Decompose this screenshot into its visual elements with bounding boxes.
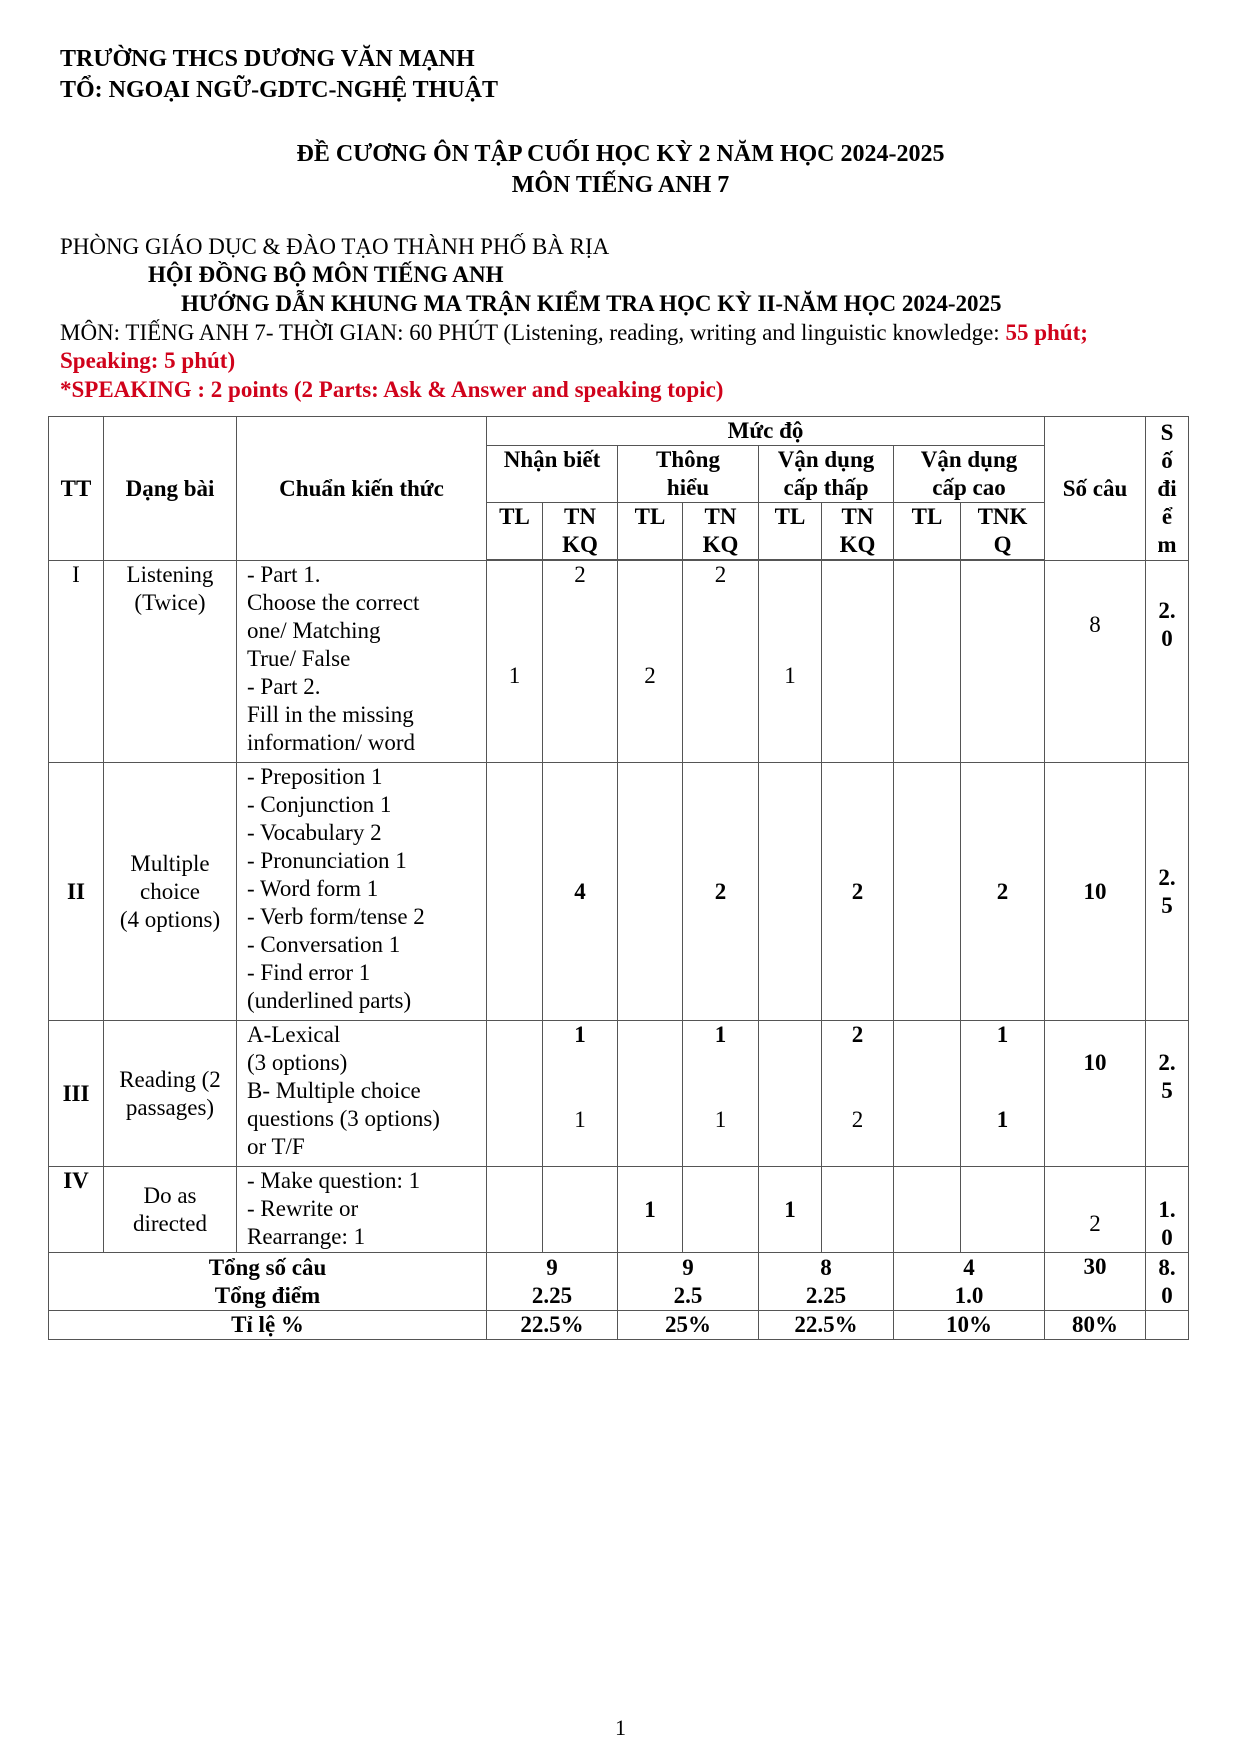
row-tt: II [49, 763, 104, 1021]
ratio-vdc: 10% [894, 1311, 1045, 1340]
row-chuan: - Make question: 1 - Rewrite or Rearrange: 1 [237, 1167, 487, 1253]
cell-th-tnkq: 2 [683, 763, 759, 1021]
totals-diem: 8. 0 [1146, 1253, 1189, 1311]
totals-label: Tổng số câu Tổng điểm [49, 1253, 487, 1311]
cell-vdt-tnkq [822, 1167, 894, 1253]
table-row [49, 561, 1189, 763]
totals-vdc: 4 1.0 [894, 1253, 1045, 1311]
cell-vdc-tnkq: 1 1 [961, 1021, 1045, 1167]
table-row [49, 1167, 1189, 1253]
row-tt: I [49, 561, 104, 763]
header-row-1 [49, 417, 1189, 446]
header-nb-tl: TL [487, 503, 543, 560]
header-th-tnkq: TN KQ [683, 503, 759, 560]
row-dang-bai: Listening (Twice) [104, 561, 237, 763]
table-row [49, 763, 1189, 1021]
cell-vdt-tl [759, 1021, 822, 1167]
header-van-dung-thap: Vận dụng cấp thấp [759, 446, 894, 503]
cell-th-tnkq: 2 [683, 561, 759, 763]
row-tt: III [49, 1021, 104, 1167]
cell-so-cau: 10 [1045, 763, 1146, 1021]
header-tt: TT [49, 417, 104, 561]
header-muc-do: Mức độ [487, 417, 1045, 446]
cell-nb-tnkq: 4 [543, 763, 618, 1021]
subject-text: MÔN: TIẾNG ANH 7- THỜI GIAN: 60 PHÚT (Listening, reading, writing and linguistic knowledge: [60, 320, 1006, 345]
cell-vdc-tl [894, 561, 961, 763]
totals-so-cau: 30 [1045, 1253, 1146, 1311]
ratio-nb: 22.5% [487, 1311, 618, 1340]
header-nhan-biet: Nhận biết [487, 446, 618, 503]
cell-vdc-tnkq [961, 1167, 1045, 1253]
cell-nb-tnkq: 2 [543, 561, 618, 763]
school-name: TRƯỜNG THCS DƯƠNG VĂN MẠNH [60, 46, 475, 72]
exam-matrix-table [48, 416, 1189, 1340]
header-so-cau: Số câu [1045, 417, 1146, 561]
cell-th-tnkq: 1 1 [683, 1021, 759, 1167]
cell-nb-tl [487, 763, 543, 1021]
totals-th: 9 2.5 [618, 1253, 759, 1311]
cell-diem: 2. 5 [1146, 1021, 1189, 1167]
cell-diem: 2. 5 [1146, 763, 1189, 1021]
row-chuan: - Part 1. Choose the correct one/ Matching True/ False - Part 2. Fill in the missing information/ word [237, 561, 487, 763]
ratio-so-cau: 80% [1045, 1311, 1146, 1340]
subject-time-red: 55 phút; [1005, 320, 1088, 345]
guide-line: HƯỚNG DẪN KHUNG MA TRẬN KIỂM TRA HỌC KỲ II-NĂM HỌC 2024-2025 [181, 291, 1002, 316]
cell-vdc-tnkq: 2 [961, 763, 1045, 1021]
ratio-th: 25% [618, 1311, 759, 1340]
cell-nb-tnkq: 1 1 [543, 1021, 618, 1167]
cell-vdc-tl [894, 1021, 961, 1167]
row-tt: IV [49, 1167, 104, 1253]
header-vdc-tl: TL [894, 503, 961, 560]
cell-vdc-tl [894, 763, 961, 1021]
row-chuan: - Preposition 1 - Conjunction 1 - Vocabulary 2 - Pronunciation 1 - Word form 1 - Verb form/tense 2 - Conversation 1 - Find error 1 (underlined parts) [237, 763, 487, 1021]
header-nb-tnkq: TN KQ [543, 503, 618, 560]
speaking-note-line: *SPEAKING : 2 points (2 Parts: Ask & Answer and speaking topic) [60, 377, 724, 402]
cell-vdt-tnkq: 2 [822, 763, 894, 1021]
cell-th-tl [618, 763, 683, 1021]
table-row [49, 1021, 1189, 1167]
row-dang-bai: Do as directed [104, 1167, 237, 1253]
subject-line [60, 319, 1088, 347]
cell-th-tnkq [683, 1167, 759, 1253]
header-van-dung-cao: Vận dụng cấp cao [894, 446, 1045, 503]
cell-so-cau: 10 [1045, 1021, 1146, 1167]
document-title: ĐỀ CƯƠNG ÔN TẬP CUỐI HỌC KỲ 2 NĂM HỌC 2024-2025 [296, 141, 945, 167]
group-name: TỔ: NGOẠI NGỮ-GDTC-NGHỆ THUẬT [60, 77, 499, 103]
cell-nb-tl: 1 [487, 561, 543, 763]
document-subtitle: MÔN TIẾNG ANH 7 [511, 172, 730, 198]
ratio-row [49, 1311, 1189, 1340]
speaking-time-line: Speaking: 5 phút) [60, 348, 236, 373]
council-line: HỘI ĐỒNG BỘ MÔN TIẾNG ANH [148, 262, 504, 287]
header-vdt-tl: TL [759, 503, 822, 560]
cell-nb-tl [487, 1167, 543, 1253]
cell-so-cau: 8 [1045, 561, 1146, 763]
cell-th-tl: 1 [618, 1167, 683, 1253]
cell-vdt-tnkq [822, 561, 894, 763]
cell-th-tl [618, 1021, 683, 1167]
cell-vdt-tl [759, 763, 822, 1021]
cell-so-cau: 2 [1045, 1167, 1146, 1253]
totals-row [49, 1253, 1189, 1311]
cell-vdc-tl [894, 1167, 961, 1253]
header-so-diem: S ố đi ể m [1146, 417, 1189, 561]
cell-vdt-tnkq: 2 2 [822, 1021, 894, 1167]
cell-nb-tnkq [543, 1167, 618, 1253]
header-chuan: Chuẩn kiến thức [237, 417, 487, 561]
header-dang-bai: Dạng bài [104, 417, 237, 561]
department-line: PHÒNG GIÁO DỤC & ĐÀO TẠO THÀNH PHỐ BÀ RỊA [60, 234, 610, 259]
totals-vdt: 8 2.25 [759, 1253, 894, 1311]
ratio-label: Tỉ lệ % [49, 1311, 487, 1340]
cell-diem: 2. 0 [1146, 561, 1189, 763]
ratio-vdt: 22.5% [759, 1311, 894, 1340]
cell-vdc-tnkq [961, 561, 1045, 763]
totals-nb: 9 2.25 [487, 1253, 618, 1311]
header-vdt-tnkq: TN KQ [822, 503, 894, 560]
cell-vdt-tl: 1 [759, 1167, 822, 1253]
row-dang-bai: Multiple choice (4 options) [104, 763, 237, 1021]
ratio-diem [1146, 1311, 1189, 1340]
cell-diem: 1. 0 [1146, 1167, 1189, 1253]
row-dang-bai: Reading (2 passages) [104, 1021, 237, 1167]
header-thong-hieu: Thông hiểu [618, 446, 759, 503]
cell-vdt-tl: 1 [759, 561, 822, 763]
header-vdc-tnkq: TNK Q [961, 503, 1045, 560]
page-number: 1 [615, 1715, 626, 1740]
header-th-tl: TL [618, 503, 683, 560]
cell-nb-tl [487, 1021, 543, 1167]
row-chuan: A-Lexical (3 options) B- Multiple choice questions (3 options) or T/F [237, 1021, 487, 1167]
cell-th-tl: 2 [618, 561, 683, 763]
